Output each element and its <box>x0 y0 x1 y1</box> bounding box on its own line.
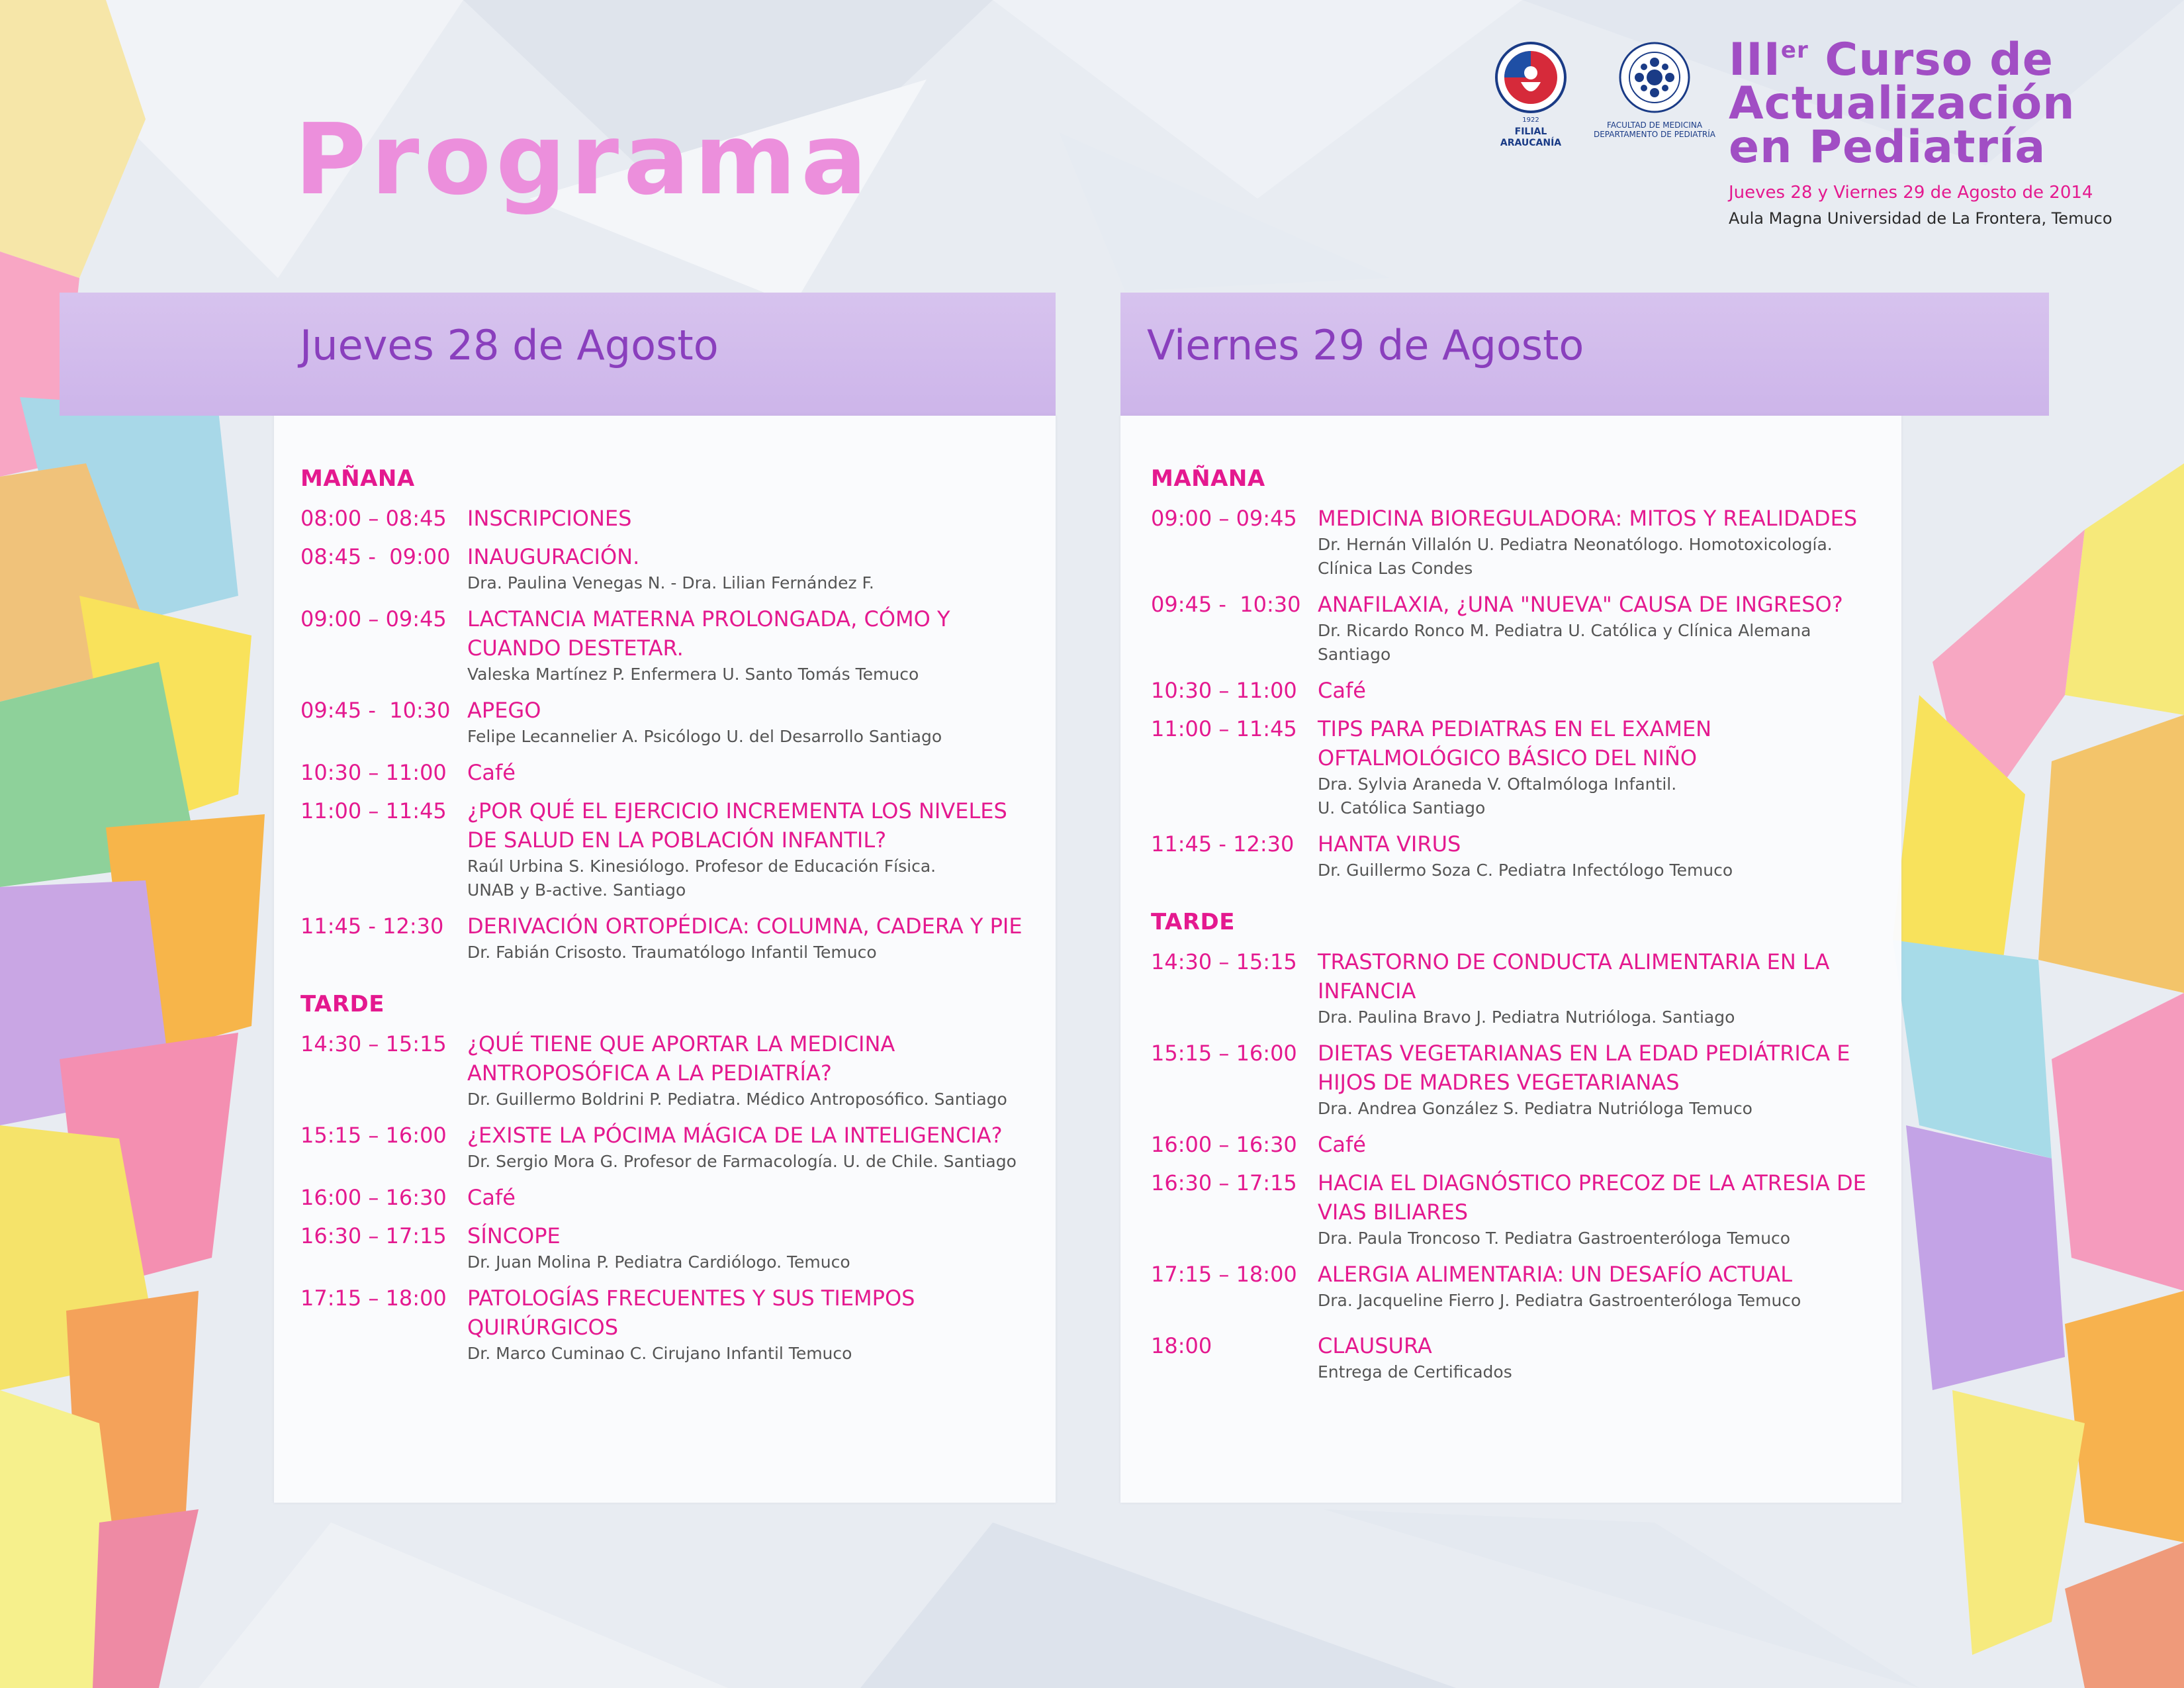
course-venue: Aula Magna Universidad de La Frontera, Temuco <box>1729 209 2113 228</box>
entry-time: 16:00 – 16:30 <box>1151 1132 1297 1157</box>
entry-time: 08:00 – 08:45 <box>300 506 447 531</box>
entry-time: 16:30 – 17:15 <box>1151 1170 1297 1196</box>
entry-title: INAUGURACIÓN. <box>467 544 640 569</box>
entry-info <box>467 758 1036 787</box>
entry-title: INSCRIPCIONES <box>467 506 632 531</box>
entry-time: 11:00 – 11:45 <box>300 798 447 823</box>
entry-time: 10:30 – 11:00 <box>1151 678 1297 703</box>
schedule-entry <box>1151 1260 1882 1313</box>
entry-info <box>467 1284 1036 1366</box>
entry-time: 16:30 – 17:15 <box>300 1223 447 1248</box>
entry-title: LACTANCIA MATERNA PROLONGADA, CÓMO Y CUANDO DESTETAR. <box>467 606 950 661</box>
entry-time: 17:15 – 18:00 <box>1151 1262 1297 1287</box>
entry-title: CLAUSURA <box>1318 1333 1432 1358</box>
entry-time: 11:45 - 12:30 <box>1151 831 1295 857</box>
entry-speaker: Felipe Lecannelier A. Psicólogo U. del Desarrollo Santiago <box>467 727 942 746</box>
schedule-entry <box>300 912 1036 964</box>
entry-info <box>1318 504 1882 581</box>
entry-time: 09:45 - 10:30 <box>300 698 451 723</box>
schedule-entry <box>1151 1331 1882 1384</box>
entry-speaker: Dra. Paula Troncoso T. Pediatra Gastroenteróloga Temuco <box>1318 1229 1791 1248</box>
schedule-entry <box>300 758 1036 787</box>
entry-time: 09:00 – 09:45 <box>300 606 447 632</box>
entry-time: 09:45 - 10:30 <box>1151 592 1301 617</box>
entry-info <box>1318 1168 1882 1250</box>
schedule-entry <box>300 604 1036 686</box>
entry-info <box>467 696 1036 749</box>
day-header <box>60 293 1056 416</box>
entry-info <box>467 1121 1036 1174</box>
entry-title: TIPS PARA PEDIATRAS EN EL EXAMEN OFTALMOLÓGICO BÁSICO DEL NIÑO <box>1318 716 1712 771</box>
entry-info <box>1318 829 1882 882</box>
entry-time: 18:00 <box>1151 1333 1212 1358</box>
schedule-entry <box>300 1183 1036 1212</box>
schedule-entry <box>1151 1130 1882 1159</box>
entry-title: PATOLOGÍAS FRECUENTES Y SUS TIEMPOS QUIRÚRGICOS <box>467 1286 915 1340</box>
entry-info <box>467 504 1036 533</box>
entry-speaker: Dra. Andrea González S. Pediatra Nutrióloga Temuco <box>1318 1099 1752 1118</box>
schedule-entry <box>300 1121 1036 1174</box>
entry-title: MEDICINA BIOREGULADORA: MITOS Y REALIDADES <box>1318 506 1858 531</box>
entry-time: 17:15 – 18:00 <box>300 1286 447 1311</box>
page-title: Programa <box>295 103 872 216</box>
schedule-list <box>300 465 1036 1375</box>
entry-speaker: Dr. Guillermo Boldrini P. Pediatra. Médico Antroposófico. Santiago <box>467 1090 1007 1109</box>
entry-info <box>1318 947 1882 1029</box>
course-header <box>1729 34 2113 228</box>
entry-info <box>1318 1260 1882 1313</box>
schedule-entry <box>300 696 1036 749</box>
entry-time: 09:00 – 09:45 <box>1151 506 1297 531</box>
entry-info <box>467 1221 1036 1274</box>
day-header <box>1120 293 2049 416</box>
entry-title: ¿QUÉ TIENE QUE APORTAR LA MEDICINA ANTROPOSÓFICA A LA PEDIATRÍA? <box>467 1031 895 1086</box>
entry-speaker: Dr. Ricardo Ronco M. Pediatra U. Católica y Clínica Alemana Santiago <box>1318 621 1811 664</box>
entry-time: 11:00 – 11:45 <box>1151 716 1297 741</box>
schedule-panel <box>274 416 1056 1503</box>
schedule-entry <box>1151 1039 1882 1121</box>
entry-time: 15:15 – 16:00 <box>1151 1041 1297 1066</box>
section-heading: MAÑANA <box>300 465 415 492</box>
schedule-list <box>1151 465 1882 1393</box>
entry-info <box>1318 590 1882 667</box>
entry-title: TRASTORNO DE CONDUCTA ALIMENTARIA EN LA INFANCIA <box>1318 949 1830 1004</box>
entry-title: ¿POR QUÉ EL EJERCICIO INCREMENTA LOS NIVELES DE SALUD EN LA POBLACIÓN INFANTIL? <box>467 798 1007 853</box>
schedule-entry <box>1151 590 1882 667</box>
schedule-panel <box>1120 416 1901 1503</box>
entry-speaker: Raúl Urbina S. Kinesiólogo. Profesor de Educación Física. UNAB y B-active. Santiago <box>467 857 936 900</box>
entry-speaker: Dra. Paulina Venegas N. - Dra. Lilian Fernández F. <box>467 573 874 592</box>
entry-info <box>467 912 1036 964</box>
entry-speaker: Entrega de Certificados <box>1318 1362 1512 1382</box>
schedule-entry <box>1151 947 1882 1029</box>
entry-info <box>467 1183 1036 1212</box>
entry-time: 10:30 – 11:00 <box>300 760 447 785</box>
entry-info <box>1318 676 1882 705</box>
faculty-logo: FACULTAD DE MEDICINA DEPARTAMENTO DE PEDIATRÍA <box>1592 41 1717 139</box>
schedule-entry <box>300 796 1036 902</box>
entry-speaker: Dr. Fabián Crisosto. Traumatólogo Infantil Temuco <box>467 943 877 962</box>
schedule-entry <box>1151 714 1882 820</box>
society-emblem-icon <box>1494 41 1567 114</box>
course-dates: Jueves 28 y Viernes 29 de Agosto de 2014 <box>1729 183 2093 203</box>
entry-title: ANAFILAXIA, ¿UNA "NUEVA" CAUSA DE INGRESO? <box>1318 592 1843 617</box>
day-title: Jueves 28 de Agosto <box>300 321 719 369</box>
entry-title: HACIA EL DIAGNÓSTICO PRECOZ DE LA ATRESIA DE VIAS BILIARES <box>1318 1170 1866 1225</box>
entry-title: Café <box>1318 678 1366 703</box>
entry-info <box>1318 1331 1882 1384</box>
entry-info <box>1318 1130 1882 1159</box>
entry-speaker: Dra. Jacqueline Fierro J. Pediatra Gastroenteróloga Temuco <box>1318 1291 1801 1310</box>
entry-speaker: Dr. Hernán Villalón U. Pediatra Neonatólogo. Homotoxicología. Clínica Las Condes <box>1318 535 1833 578</box>
entry-title: APEGO <box>467 698 541 723</box>
entry-time: 15:15 – 16:00 <box>300 1123 447 1148</box>
entry-time: 16:00 – 16:30 <box>300 1185 447 1210</box>
day-column-thursday <box>60 293 1056 1363</box>
entry-info <box>467 1029 1036 1111</box>
entry-info <box>1318 1039 1882 1121</box>
entry-info <box>1318 714 1882 820</box>
entry-time: 11:45 - 12:30 <box>300 914 444 939</box>
section-heading: TARDE <box>1151 909 1235 935</box>
entry-title: DERIVACIÓN ORTOPÉDICA: COLUMNA, CADERA Y PIE <box>467 914 1023 939</box>
entry-title: HANTA VIRUS <box>1318 831 1461 857</box>
schedule-entry <box>1151 676 1882 705</box>
schedule-entry <box>300 1221 1036 1274</box>
schedule-entry <box>1151 504 1882 581</box>
entry-title: Café <box>467 760 516 785</box>
section-heading: MAÑANA <box>1151 465 1265 492</box>
entry-title: Café <box>467 1185 516 1210</box>
schedule-entry <box>300 542 1036 595</box>
entry-title: ¿EXISTE LA PÓCIMA MÁGICA DE LA INTELIGENCIA? <box>467 1123 1003 1148</box>
schedule-entry <box>300 504 1036 533</box>
entry-speaker: Dra. Paulina Bravo J. Pediatra Nutrióloga. Santiago <box>1318 1008 1735 1027</box>
entry-speaker: Dr. Guillermo Soza C. Pediatra Infectólogo Temuco <box>1318 861 1733 880</box>
entry-title: ALERGIA ALIMENTARIA: UN DESAFÍO ACTUAL <box>1318 1262 1793 1287</box>
entry-time: 14:30 – 15:15 <box>300 1031 447 1056</box>
entry-info <box>467 604 1036 686</box>
entry-speaker: Dr. Juan Molina P. Pediatra Cardiólogo. Temuco <box>467 1252 850 1272</box>
entry-time: 14:30 – 15:15 <box>1151 949 1297 974</box>
society-logo: 1922 FILIAL ARAUCANÍA <box>1488 41 1574 149</box>
course-title: IIIer Curso de Actualización en Pediatría <box>1729 34 2075 173</box>
schedule-entry <box>300 1029 1036 1111</box>
entry-speaker: Dr. Sergio Mora G. Profesor de Farmacología. U. de Chile. Santiago <box>467 1152 1017 1171</box>
schedule-entry <box>1151 1168 1882 1250</box>
entry-speaker: Valeska Martínez P. Enfermera U. Santo Tomás Temuco <box>467 665 919 684</box>
entry-info <box>467 542 1036 595</box>
faculty-seal-icon <box>1618 41 1691 114</box>
entry-title: DIETAS VEGETARIANAS EN LA EDAD PEDIÁTRICA E HIJOS DE MADRES VEGETARIANAS <box>1318 1041 1850 1095</box>
entry-speaker: Dr. Marco Cuminao C. Cirujano Infantil Temuco <box>467 1344 852 1363</box>
schedule-entry <box>300 1284 1036 1366</box>
entry-speaker: Dra. Sylvia Araneda V. Oftalmóloga Infantil. U. Católica Santiago <box>1318 774 1677 818</box>
day-column-friday <box>1120 293 2049 1382</box>
entry-title: Café <box>1318 1132 1366 1157</box>
entry-info <box>467 796 1036 902</box>
entry-title: SÍNCOPE <box>467 1223 561 1248</box>
schedule-entry <box>1151 829 1882 882</box>
entry-time: 08:45 - 09:00 <box>300 544 451 569</box>
section-heading: TARDE <box>300 991 385 1017</box>
day-title: Viernes 29 de Agosto <box>1147 321 1584 369</box>
